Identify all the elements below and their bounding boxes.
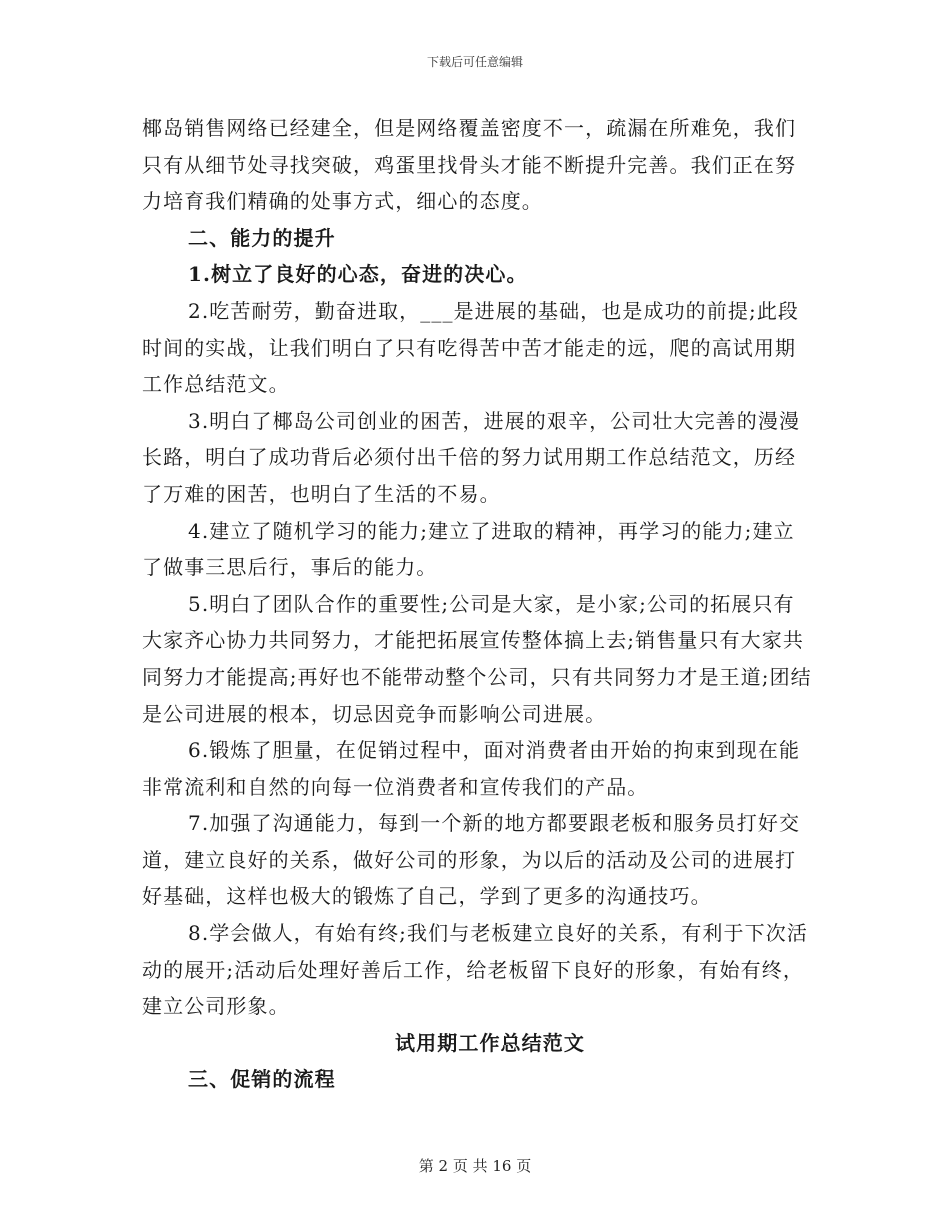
list-item-5: 5.明白了团队合作的重要性;公司是大家，是小家;公司的拓展只有大家齐心协力共同努力，才能把拓展宣传整体搞上去;销售量只有大家共同努力才能提高;再好也不能带动整个公司，只有共同努力才是王道;团结是公司进展的根本，切忌因竞争而影响公司进展。 [142, 591, 812, 726]
page-footer: 第 2 页 共 16 页 [418, 1157, 532, 1175]
list-item-8: 8.学会做人，有始有终;我们与老板建立良好的关系，有利于下次活动的展开;活动后处理好善后工作，给老板留下良好的形象，有始有终，建立公司形象。 [142, 921, 808, 1019]
page-header: 下载后可任意编辑 [426, 55, 523, 69]
list-item-7: 7.加强了沟通能力，每到一个新的地方都要跟老板和服务员打好交道，建立良好的关系，做好公司的形象，为以后的活动及公司的进展打好基础，这样也极大的锻炼了自己，学到了更多的沟通技巧。 [142, 811, 801, 909]
list-item-1: 1.树立了良好的心态，奋进的决心。 [188, 262, 528, 287]
list-item-6: 6.锻炼了胆量，在促销过程中，面对消费者由开始的拘束到现在能非常流利和自然的向每一位消费者和宣传我们的产品。 [142, 738, 801, 799]
document-body [142, 110, 814, 1098]
paragraph-continuation: 椰岛销售网络已经建全，但是网络覆盖密度不一，疏漏在所难免，我们只有从细节处寻找突破，鸡蛋里找骨头才能不断提升完善。我们正在努力培育我们精确的处事方式，细心的态度。 [142, 116, 797, 214]
list-item-2: 2.吃苦耐劳，勤奋进取，___是进展的基础，也是成功的前提;此段时间的实战，让我们明白了只有吃得苦中苦才能走的远，爬的高试用期工作总结范文。 [142, 298, 800, 397]
list-item-4: 4.建立了随机学习的能力;建立了进取的精神，再学习的能力;建立了做事三思后行，事后的能力。 [142, 518, 795, 580]
section-heading-3: 三、促销的流程 [188, 1067, 336, 1092]
list-item-3: 3.明白了椰岛公司创业的困苦，进展的艰辛，公司壮大完善的漫漫长路，明白了成功背后必须付出千倍的努力试用期工作总结范文，历经了万难的困苦，也明白了生活的不易。 [142, 408, 801, 506]
document-title: 试用期工作总结范文 [395, 1030, 585, 1055]
section-heading-2: 二、能力的提升 [188, 225, 336, 250]
